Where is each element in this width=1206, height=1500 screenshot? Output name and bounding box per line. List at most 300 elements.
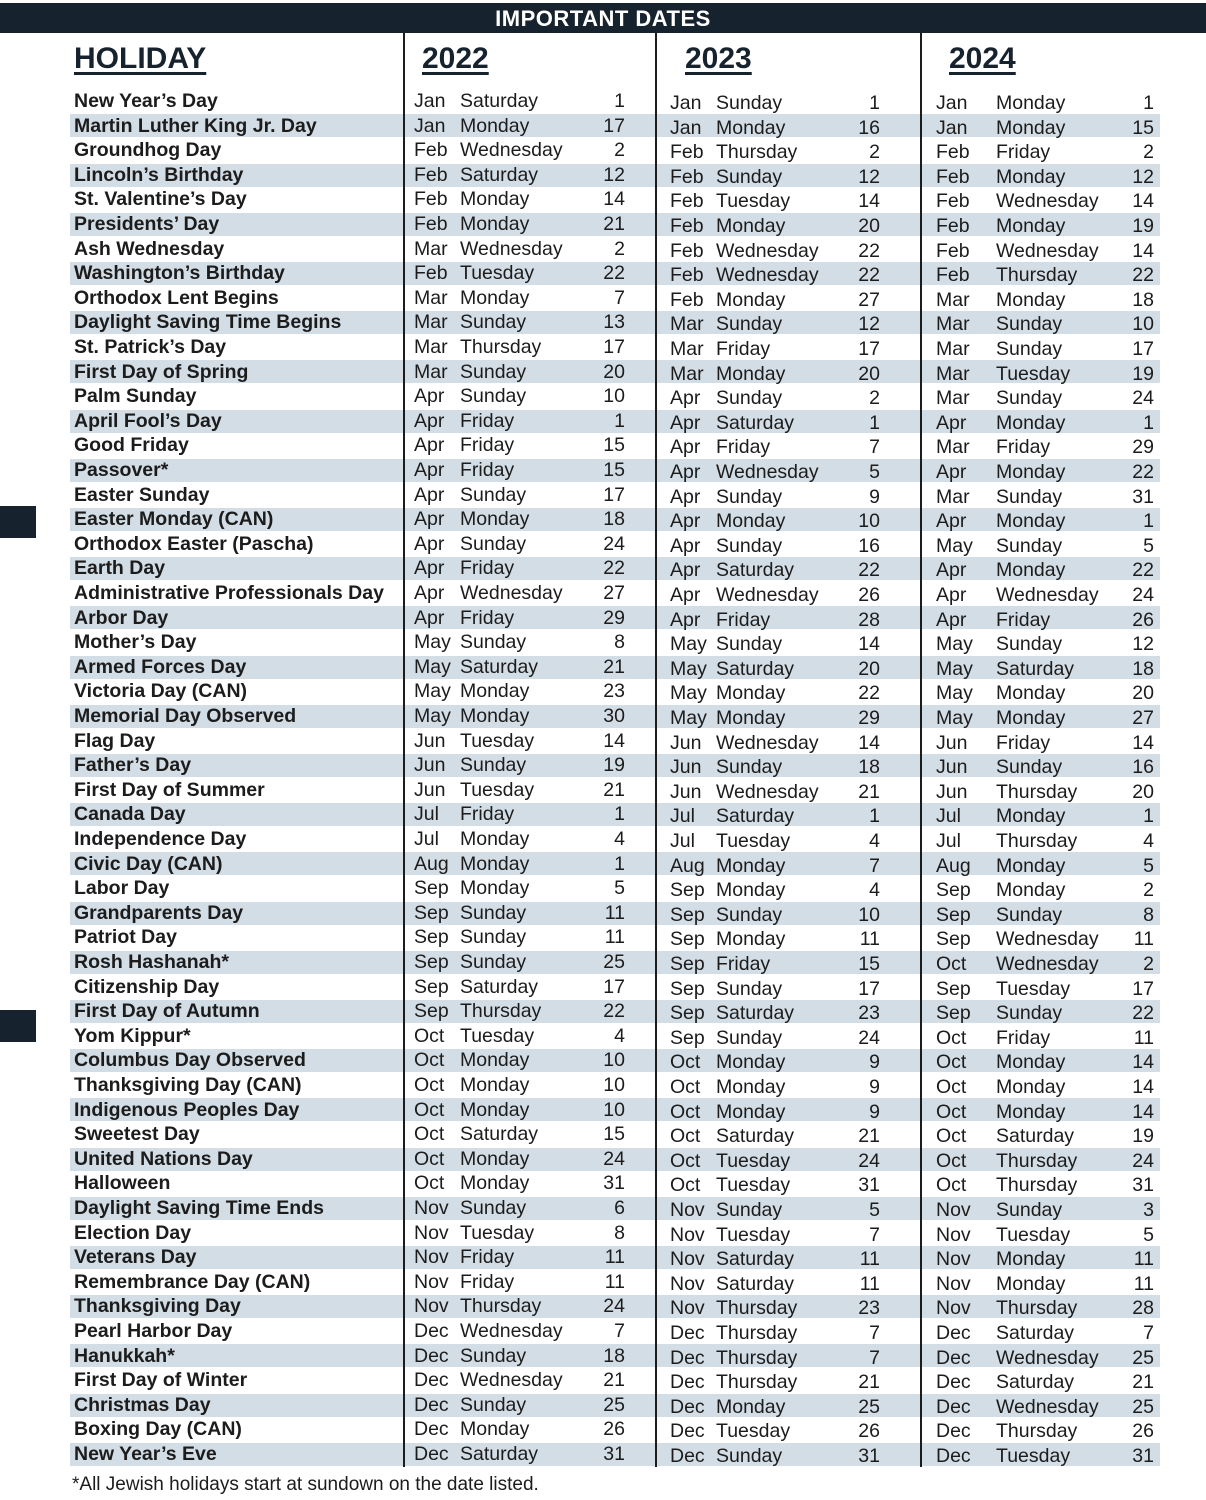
date-month: Jun — [414, 729, 446, 752]
date-weekday: Saturday — [716, 1272, 795, 1295]
date-day-number: 11 — [604, 1246, 625, 1269]
holiday-name: Civic Day (CAN) — [74, 852, 223, 875]
date-month: Oct — [936, 1125, 967, 1148]
date-weekday: Sunday — [716, 756, 783, 779]
date-month: May — [414, 680, 451, 703]
date-month: Jun — [936, 756, 968, 779]
date-weekday: Monday — [716, 928, 786, 951]
date-weekday: Sunday — [460, 951, 527, 973]
date-weekday: Monday — [716, 1076, 786, 1098]
date-day-number: 9 — [869, 1051, 880, 1074]
date-month: Oct — [936, 1100, 967, 1123]
date-weekday: Friday — [460, 409, 515, 432]
date-weekday: Sunday — [716, 633, 783, 656]
date-day-number: 1 — [614, 409, 625, 432]
date-month: Sep — [414, 901, 449, 924]
date-day-number: 1 — [614, 803, 625, 826]
date-month: Nov — [414, 1270, 449, 1293]
date-weekday: Monday — [996, 1051, 1066, 1074]
date-day-number: 10 — [603, 1049, 625, 1072]
holiday-name: Easter Monday (CAN) — [74, 508, 274, 531]
date-weekday: Monday — [996, 1248, 1066, 1271]
date-weekday: Monday — [716, 854, 786, 877]
date-day-number: 8 — [614, 631, 625, 654]
holiday-name: United Nations Day — [74, 1147, 253, 1170]
date-month: Apr — [414, 508, 445, 531]
date-weekday: Sunday — [460, 385, 527, 408]
date-weekday: Thursday — [716, 1297, 798, 1320]
date-weekday: Tuesday — [716, 190, 791, 213]
date-weekday: Monday — [996, 805, 1066, 828]
date-day-number: 8 — [1143, 903, 1154, 926]
date-weekday: Tuesday — [716, 830, 791, 852]
date-weekday: Wednesday — [996, 1395, 1099, 1418]
date-day-number: 10 — [858, 510, 880, 533]
date-day-number: 20 — [1132, 780, 1154, 803]
date-day-number: 20 — [1132, 682, 1154, 705]
date-day-number: 1 — [1143, 92, 1154, 114]
date-day-number: 11 — [604, 926, 625, 949]
date-day-number: 26 — [858, 584, 880, 606]
date-day-number: 17 — [603, 114, 625, 137]
date-weekday: Thursday — [460, 1295, 542, 1318]
date-weekday: Tuesday — [996, 977, 1071, 1000]
date-month: Mar — [936, 485, 970, 508]
date-day-number: 21 — [858, 1371, 880, 1394]
date-month: Oct — [936, 1174, 967, 1197]
date-month: Nov — [936, 1297, 971, 1320]
date-weekday: Saturday — [996, 1371, 1075, 1394]
date-day-number: 17 — [858, 977, 880, 1000]
date-month: Mar — [414, 336, 448, 358]
date-month: Apr — [414, 532, 445, 555]
date-month: Dec — [414, 1320, 449, 1342]
date-month: Apr — [414, 606, 445, 629]
date-month: Jun — [936, 731, 968, 754]
date-day-number: 1 — [1143, 411, 1154, 434]
date-weekday: Monday — [996, 559, 1066, 582]
date-day-number: 22 — [603, 262, 625, 285]
date-day-number: 18 — [1132, 288, 1154, 311]
holiday-name: Indigenous Peoples Day — [74, 1098, 300, 1121]
date-month: Sep — [670, 879, 705, 902]
date-weekday: Thursday — [996, 1420, 1078, 1443]
date-day-number: 7 — [869, 436, 880, 459]
holiday-name: Arbor Day — [74, 606, 169, 629]
date-weekday: Sunday — [996, 387, 1063, 410]
date-day-number: 11 — [859, 1248, 880, 1271]
date-weekday: Tuesday — [716, 1174, 791, 1197]
date-day-number: 9 — [869, 485, 880, 508]
date-weekday: Sunday — [996, 534, 1063, 557]
date-day-number: 5 — [1143, 534, 1154, 557]
date-weekday: Monday — [716, 510, 786, 533]
date-weekday: Sunday — [460, 311, 527, 334]
date-month: Mar — [936, 288, 970, 311]
date-day-number: 31 — [1132, 485, 1154, 508]
holiday-column-header: HOLIDAY — [74, 42, 207, 75]
date-day-number: 17 — [1132, 977, 1154, 1000]
date-day-number: 22 — [1132, 559, 1154, 582]
date-weekday: Sunday — [716, 313, 783, 336]
date-month: Oct — [670, 1051, 701, 1074]
holiday-name: Martin Luther King Jr. Day — [74, 114, 317, 137]
date-month: Sep — [670, 928, 705, 951]
date-month: Apr — [936, 411, 967, 434]
holiday-name: Hanukkah* — [74, 1344, 175, 1367]
date-day-number: 1 — [869, 805, 880, 828]
date-day-number: 7 — [614, 286, 625, 309]
date-weekday: Saturday — [460, 1443, 539, 1465]
date-weekday: Saturday — [460, 1123, 539, 1146]
date-month: Apr — [670, 584, 701, 606]
date-month: Jan — [670, 92, 702, 114]
holiday-name: Groundhog Day — [74, 139, 222, 162]
date-weekday: Sunday — [716, 1199, 783, 1221]
date-weekday: Thursday — [716, 1371, 798, 1394]
date-day-number: 15 — [603, 1123, 625, 1146]
date-day-number: 17 — [603, 483, 625, 506]
date-month: May — [414, 705, 451, 727]
date-month: Apr — [414, 459, 445, 481]
date-month: Sep — [936, 879, 971, 902]
date-day-number: 1 — [1143, 805, 1154, 828]
date-day-number: 2 — [869, 141, 880, 164]
date-day-number: 31 — [858, 1174, 880, 1197]
date-day-number: 31 — [1132, 1445, 1154, 1467]
date-day-number: 10 — [1132, 313, 1154, 336]
date-weekday: Monday — [460, 213, 530, 235]
date-weekday: Wednesday — [716, 264, 819, 287]
date-month: Feb — [670, 288, 704, 311]
date-day-number: 26 — [1132, 608, 1154, 631]
date-weekday: Monday — [460, 1074, 530, 1096]
date-weekday: Wednesday — [460, 1320, 563, 1342]
date-day-number: 5 — [869, 1199, 880, 1221]
date-weekday: Sunday — [996, 633, 1063, 656]
date-month: Jul — [936, 830, 961, 852]
date-day-number: 31 — [1132, 1174, 1154, 1197]
date-weekday: Sunday — [716, 1445, 783, 1467]
date-month: Sep — [414, 877, 449, 900]
date-month: Sep — [936, 977, 971, 1000]
date-day-number: 17 — [603, 336, 625, 358]
date-weekday: Saturday — [460, 90, 539, 112]
date-month: May — [670, 657, 707, 680]
date-month: Sep — [936, 903, 971, 926]
date-month: Oct — [670, 1076, 701, 1098]
date-day-number: 14 — [1132, 1051, 1154, 1074]
date-day-number: 22 — [1132, 1002, 1154, 1025]
date-weekday: Friday — [996, 731, 1051, 754]
date-weekday: Sunday — [716, 1026, 783, 1049]
date-month: Dec — [414, 1418, 449, 1441]
date-weekday: Sunday — [460, 483, 527, 506]
date-day-number: 17 — [603, 975, 625, 998]
holiday-name: Citizenship Day — [74, 975, 220, 998]
date-month: Sep — [670, 903, 705, 926]
date-weekday: Wednesday — [996, 928, 1099, 951]
date-day-number: 22 — [858, 264, 880, 287]
date-month: Jan — [414, 90, 446, 112]
holiday-name: Orthodox Lent Begins — [74, 286, 279, 309]
date-month: Nov — [670, 1297, 705, 1320]
date-weekday: Friday — [716, 338, 771, 360]
holiday-name: Remembrance Day (CAN) — [74, 1270, 311, 1293]
date-month: Dec — [670, 1346, 705, 1369]
date-weekday: Sunday — [460, 1393, 527, 1416]
date-weekday: Monday — [996, 879, 1066, 902]
date-weekday: Friday — [460, 1246, 515, 1269]
date-day-number: 22 — [858, 559, 880, 582]
date-month: Dec — [670, 1395, 705, 1418]
date-day-number: 23 — [858, 1297, 880, 1320]
date-day-number: 25 — [858, 1395, 880, 1418]
date-month: Mar — [936, 362, 970, 385]
holiday-name: Labor Day — [74, 877, 170, 900]
date-day-number: 21 — [858, 780, 880, 803]
date-day-number: 4 — [614, 828, 625, 850]
date-month: Oct — [414, 1172, 445, 1195]
date-weekday: Friday — [996, 1026, 1051, 1049]
holiday-name: Boxing Day (CAN) — [74, 1418, 242, 1441]
date-month: Nov — [670, 1223, 705, 1246]
date-day-number: 19 — [1132, 215, 1154, 237]
date-weekday: Monday — [996, 165, 1066, 188]
date-weekday: Monday — [460, 680, 530, 703]
holiday-name: St. Valentine’s Day — [74, 188, 247, 211]
date-weekday: Monday — [996, 682, 1066, 705]
date-day-number: 27 — [1132, 707, 1154, 729]
date-weekday: Monday — [716, 288, 786, 311]
date-day-number: 31 — [603, 1172, 625, 1195]
date-month: Apr — [414, 557, 445, 580]
date-day-number: 3 — [1143, 1199, 1154, 1221]
date-weekday: Monday — [996, 1076, 1066, 1098]
date-day-number: 12 — [858, 165, 880, 188]
date-month: Oct — [414, 1024, 445, 1047]
date-day-number: 21 — [603, 778, 625, 801]
date-month: Mar — [936, 387, 970, 410]
date-month: Apr — [414, 409, 445, 432]
date-day-number: 19 — [603, 754, 625, 777]
date-day-number: 15 — [858, 953, 880, 975]
date-weekday: Friday — [716, 953, 771, 975]
date-weekday: Wednesday — [716, 731, 819, 754]
date-day-number: 14 — [858, 731, 880, 754]
date-day-number: 11 — [1133, 928, 1154, 951]
edge-tab-marker — [0, 1010, 36, 1042]
date-day-number: 17 — [858, 338, 880, 360]
date-weekday: Friday — [460, 606, 515, 629]
date-day-number: 20 — [858, 362, 880, 385]
date-day-number: 10 — [603, 1098, 625, 1121]
date-weekday: Sunday — [460, 360, 527, 383]
holiday-name: Pearl Harbor Day — [74, 1320, 233, 1342]
holiday-name: Daylight Saving Time Ends — [74, 1197, 324, 1219]
date-month: Jun — [936, 780, 968, 803]
date-weekday: Saturday — [996, 1322, 1075, 1344]
date-weekday: Monday — [716, 682, 786, 705]
date-month: Dec — [670, 1322, 705, 1344]
date-month: Jul — [414, 828, 439, 850]
date-weekday: Monday — [716, 215, 786, 237]
holiday-name: Administrative Professionals Day — [74, 582, 384, 604]
date-month: Jan — [414, 114, 446, 137]
date-weekday: Monday — [996, 707, 1066, 729]
date-day-number: 20 — [858, 215, 880, 237]
date-weekday: Monday — [996, 1100, 1066, 1123]
date-weekday: Monday — [460, 1098, 530, 1121]
date-weekday: Friday — [716, 436, 771, 459]
date-weekday: Monday — [996, 461, 1066, 483]
date-day-number: 7 — [869, 854, 880, 877]
date-day-number: 21 — [603, 1369, 625, 1392]
date-month: Sep — [414, 926, 449, 949]
date-month: Jan — [670, 116, 702, 139]
date-weekday: Saturday — [460, 163, 539, 186]
date-weekday: Thursday — [996, 830, 1078, 852]
date-month: Apr — [936, 608, 967, 631]
date-month: Mar — [414, 360, 448, 383]
date-month: Dec — [414, 1369, 449, 1392]
date-month: Jun — [670, 780, 702, 803]
date-weekday: Monday — [460, 1049, 530, 1072]
footnote: *All Jewish holidays start at sundown on the date listed. — [72, 1474, 539, 1495]
date-month: Oct — [936, 1149, 967, 1172]
date-weekday: Thursday — [996, 1149, 1078, 1172]
date-day-number: 24 — [603, 1147, 625, 1170]
important-dates-title: IMPORTANT DATES — [0, 3, 1206, 33]
date-weekday: Tuesday — [460, 778, 535, 801]
date-day-number: 27 — [603, 582, 625, 604]
date-day-number: 26 — [603, 1418, 625, 1441]
date-month: Apr — [936, 461, 967, 483]
holiday-name: Lincoln’s Birthday — [74, 163, 244, 186]
date-month: Apr — [414, 483, 445, 506]
date-day-number: 26 — [858, 1420, 880, 1443]
holiday-name: Father’s Day — [74, 754, 192, 777]
date-weekday: Monday — [996, 92, 1066, 114]
date-month: Feb — [936, 165, 970, 188]
holiday-name: Grandparents Day — [74, 901, 244, 924]
date-day-number: 14 — [603, 729, 625, 752]
date-weekday: Wednesday — [716, 780, 819, 803]
edge-tab-marker — [0, 506, 36, 538]
date-month: Jun — [414, 754, 446, 777]
date-weekday: Saturday — [716, 411, 795, 434]
date-weekday: Wednesday — [716, 461, 819, 483]
date-day-number: 14 — [1132, 190, 1154, 213]
date-month: Feb — [414, 139, 448, 162]
date-month: Mar — [414, 237, 448, 260]
column-divider — [920, 33, 922, 1467]
column-divider — [403, 33, 405, 1467]
date-day-number: 1 — [1143, 510, 1154, 533]
date-month: Apr — [414, 385, 445, 408]
date-month: Nov — [414, 1197, 449, 1219]
date-weekday: Wednesday — [460, 1369, 563, 1392]
date-weekday: Monday — [460, 286, 530, 309]
date-day-number: 2 — [614, 139, 625, 162]
date-weekday: Sunday — [996, 338, 1063, 360]
date-month: Feb — [670, 165, 704, 188]
date-day-number: 29 — [1132, 436, 1154, 459]
date-month: Jul — [670, 805, 695, 828]
date-month: May — [414, 655, 451, 678]
holiday-name: Memorial Day Observed — [74, 705, 297, 727]
date-month: Dec — [936, 1346, 971, 1369]
date-day-number: 15 — [603, 434, 625, 457]
date-weekday: Thursday — [716, 141, 798, 164]
date-weekday: Tuesday — [460, 729, 535, 752]
date-day-number: 22 — [1132, 264, 1154, 287]
holiday-name: New Year’s Eve — [74, 1443, 217, 1465]
date-day-number: 18 — [858, 756, 880, 779]
date-day-number: 8 — [614, 1221, 625, 1244]
holiday-name: Presidents’ Day — [74, 213, 220, 235]
date-month: Nov — [936, 1199, 971, 1221]
date-month: Apr — [670, 461, 701, 483]
date-day-number: 1 — [869, 92, 880, 114]
date-weekday: Sunday — [460, 754, 527, 777]
date-month: May — [936, 657, 973, 680]
date-month: Sep — [414, 1000, 449, 1023]
date-day-number: 24 — [1132, 387, 1154, 410]
date-day-number: 14 — [1132, 239, 1154, 262]
holiday-name: Christmas Day — [74, 1393, 211, 1416]
date-day-number: 12 — [1132, 633, 1154, 656]
date-month: Mar — [670, 313, 704, 336]
date-weekday: Tuesday — [996, 1445, 1071, 1467]
date-month: Nov — [414, 1221, 449, 1244]
date-weekday: Wednesday — [460, 237, 563, 260]
date-month: Oct — [414, 1098, 445, 1121]
date-weekday: Wednesday — [996, 239, 1099, 262]
date-day-number: 23 — [858, 1002, 880, 1025]
date-weekday: Monday — [460, 508, 530, 531]
date-day-number: 5 — [1143, 1223, 1154, 1246]
date-day-number: 22 — [1132, 461, 1154, 483]
date-day-number: 2 — [1143, 953, 1154, 975]
year-2024-header: 2024 — [949, 42, 1016, 75]
date-month: Oct — [936, 1051, 967, 1074]
date-day-number: 26 — [1132, 1420, 1154, 1443]
date-day-number: 12 — [603, 163, 625, 186]
date-month: Mar — [936, 313, 970, 336]
holiday-name: Halloween — [74, 1172, 171, 1195]
date-day-number: 14 — [1132, 1100, 1154, 1123]
date-month: Oct — [936, 1076, 967, 1098]
date-weekday: Monday — [460, 852, 530, 875]
date-day-number: 21 — [603, 655, 625, 678]
date-weekday: Friday — [460, 459, 515, 481]
date-day-number: 30 — [603, 705, 625, 727]
date-weekday: Monday — [716, 1051, 786, 1074]
date-month: Apr — [670, 387, 701, 410]
date-day-number: 11 — [859, 928, 880, 951]
date-day-number: 29 — [603, 606, 625, 629]
date-month: Apr — [936, 584, 967, 606]
date-month: Aug — [414, 852, 449, 875]
date-month: Feb — [936, 141, 970, 164]
date-day-number: 5 — [614, 877, 625, 900]
date-day-number: 11 — [604, 1270, 625, 1293]
holiday-name: Ash Wednesday — [74, 237, 225, 260]
date-month: Sep — [670, 953, 705, 975]
date-day-number: 29 — [858, 707, 880, 729]
date-day-number: 16 — [858, 116, 880, 139]
